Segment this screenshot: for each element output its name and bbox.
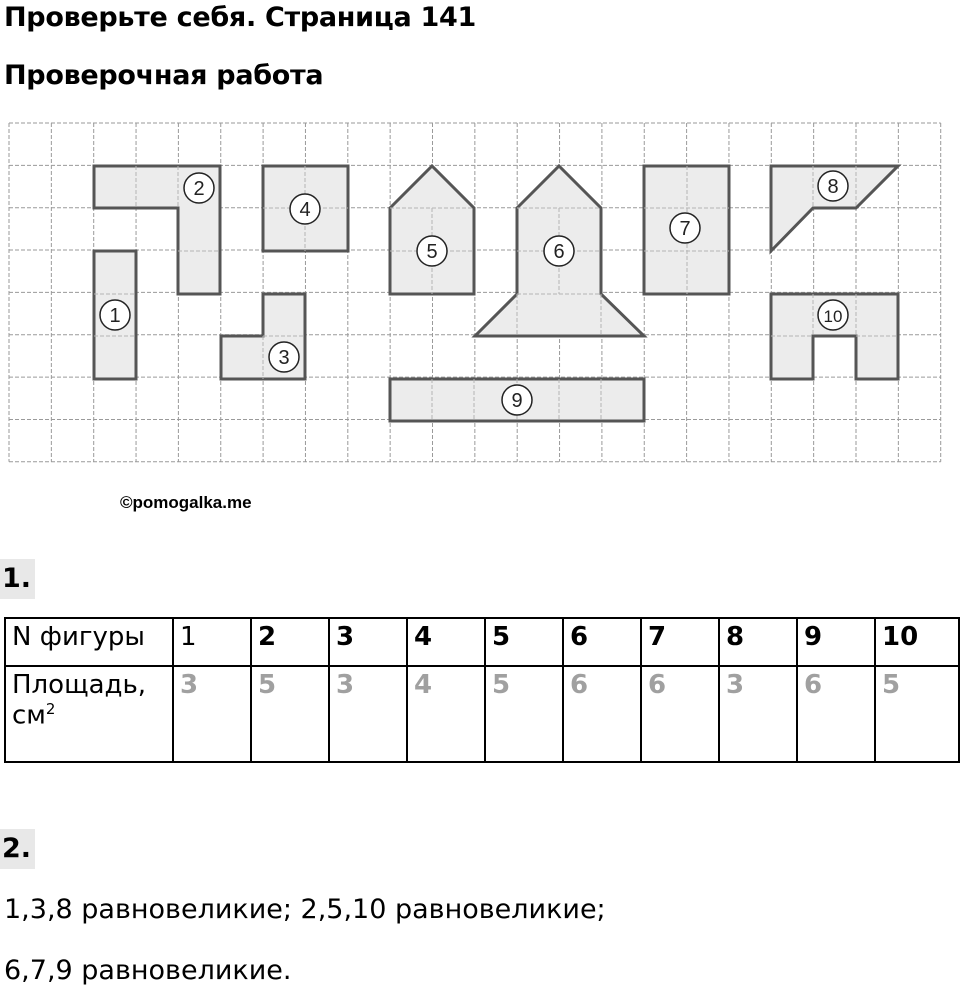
task-2-number: 2. <box>0 829 35 869</box>
page-title: Проверьте себя. Страница 141 <box>4 2 476 33</box>
figure-label-text: 5 <box>426 241 438 263</box>
figures-grid <box>8 122 944 466</box>
area-value-cell: 5 <box>251 666 329 762</box>
figure-number-cell: 3 <box>329 618 407 666</box>
table-row-areas <box>5 666 959 762</box>
area-label: Площадь, <box>12 670 147 700</box>
figure-label-text: 3 <box>278 347 290 369</box>
task-1-number: 1. <box>0 559 35 599</box>
figure-label-text: 8 <box>827 176 839 198</box>
figure-label-text: 2 <box>193 178 205 200</box>
figure-label-text: 10 <box>823 307 843 326</box>
copyright-text: ©pomogalka.me <box>120 493 252 512</box>
figure-number-cell: 5 <box>485 618 563 666</box>
figure-number-cell: 7 <box>641 618 719 666</box>
area-value-cell: 4 <box>407 666 485 762</box>
areas-table <box>4 617 960 763</box>
figure-shapes <box>94 166 898 421</box>
area-value-cell: 6 <box>797 666 875 762</box>
area-value-cell: 5 <box>485 666 563 762</box>
area-unit-wrap <box>12 700 166 731</box>
area-value-cell: 3 <box>173 666 251 762</box>
page-subtitle: Проверочная работа <box>4 60 324 91</box>
area-unit: см <box>12 700 46 731</box>
figure-label-text: 6 <box>553 241 565 263</box>
area-value-cell: 6 <box>563 666 641 762</box>
figure-number-cell: 4 <box>407 618 485 666</box>
figure-number-cell: 2 <box>251 618 329 666</box>
figure-number-cell: 6 <box>563 618 641 666</box>
figure-label-text: 7 <box>679 218 691 240</box>
area-value-cell: 3 <box>329 666 407 762</box>
figure-label-text: 4 <box>299 199 311 221</box>
area-value-cell: 6 <box>641 666 719 762</box>
area-unit-power: 2 <box>45 700 56 718</box>
area-value-cell: 5 <box>875 666 959 762</box>
figure-number-cell: 8 <box>719 618 797 666</box>
area-header <box>5 666 173 762</box>
task-2-answer-line-2: 6,7,9 равновеликие. <box>4 955 292 986</box>
figure-label-text: 9 <box>511 390 523 412</box>
figure-number-cell: 9 <box>797 618 875 666</box>
area-value-cell: 3 <box>719 666 797 762</box>
figure-number-header: N фигуры <box>5 618 173 666</box>
figure-number-cell: 1 <box>173 618 251 666</box>
figure-number-cell: 10 <box>875 618 959 666</box>
figure-label-text: 1 <box>109 305 121 327</box>
task-2-answer-line-1: 1,3,8 равновеликие; 2,5,10 равновеликие; <box>4 894 606 925</box>
table-row-figures <box>5 618 959 666</box>
